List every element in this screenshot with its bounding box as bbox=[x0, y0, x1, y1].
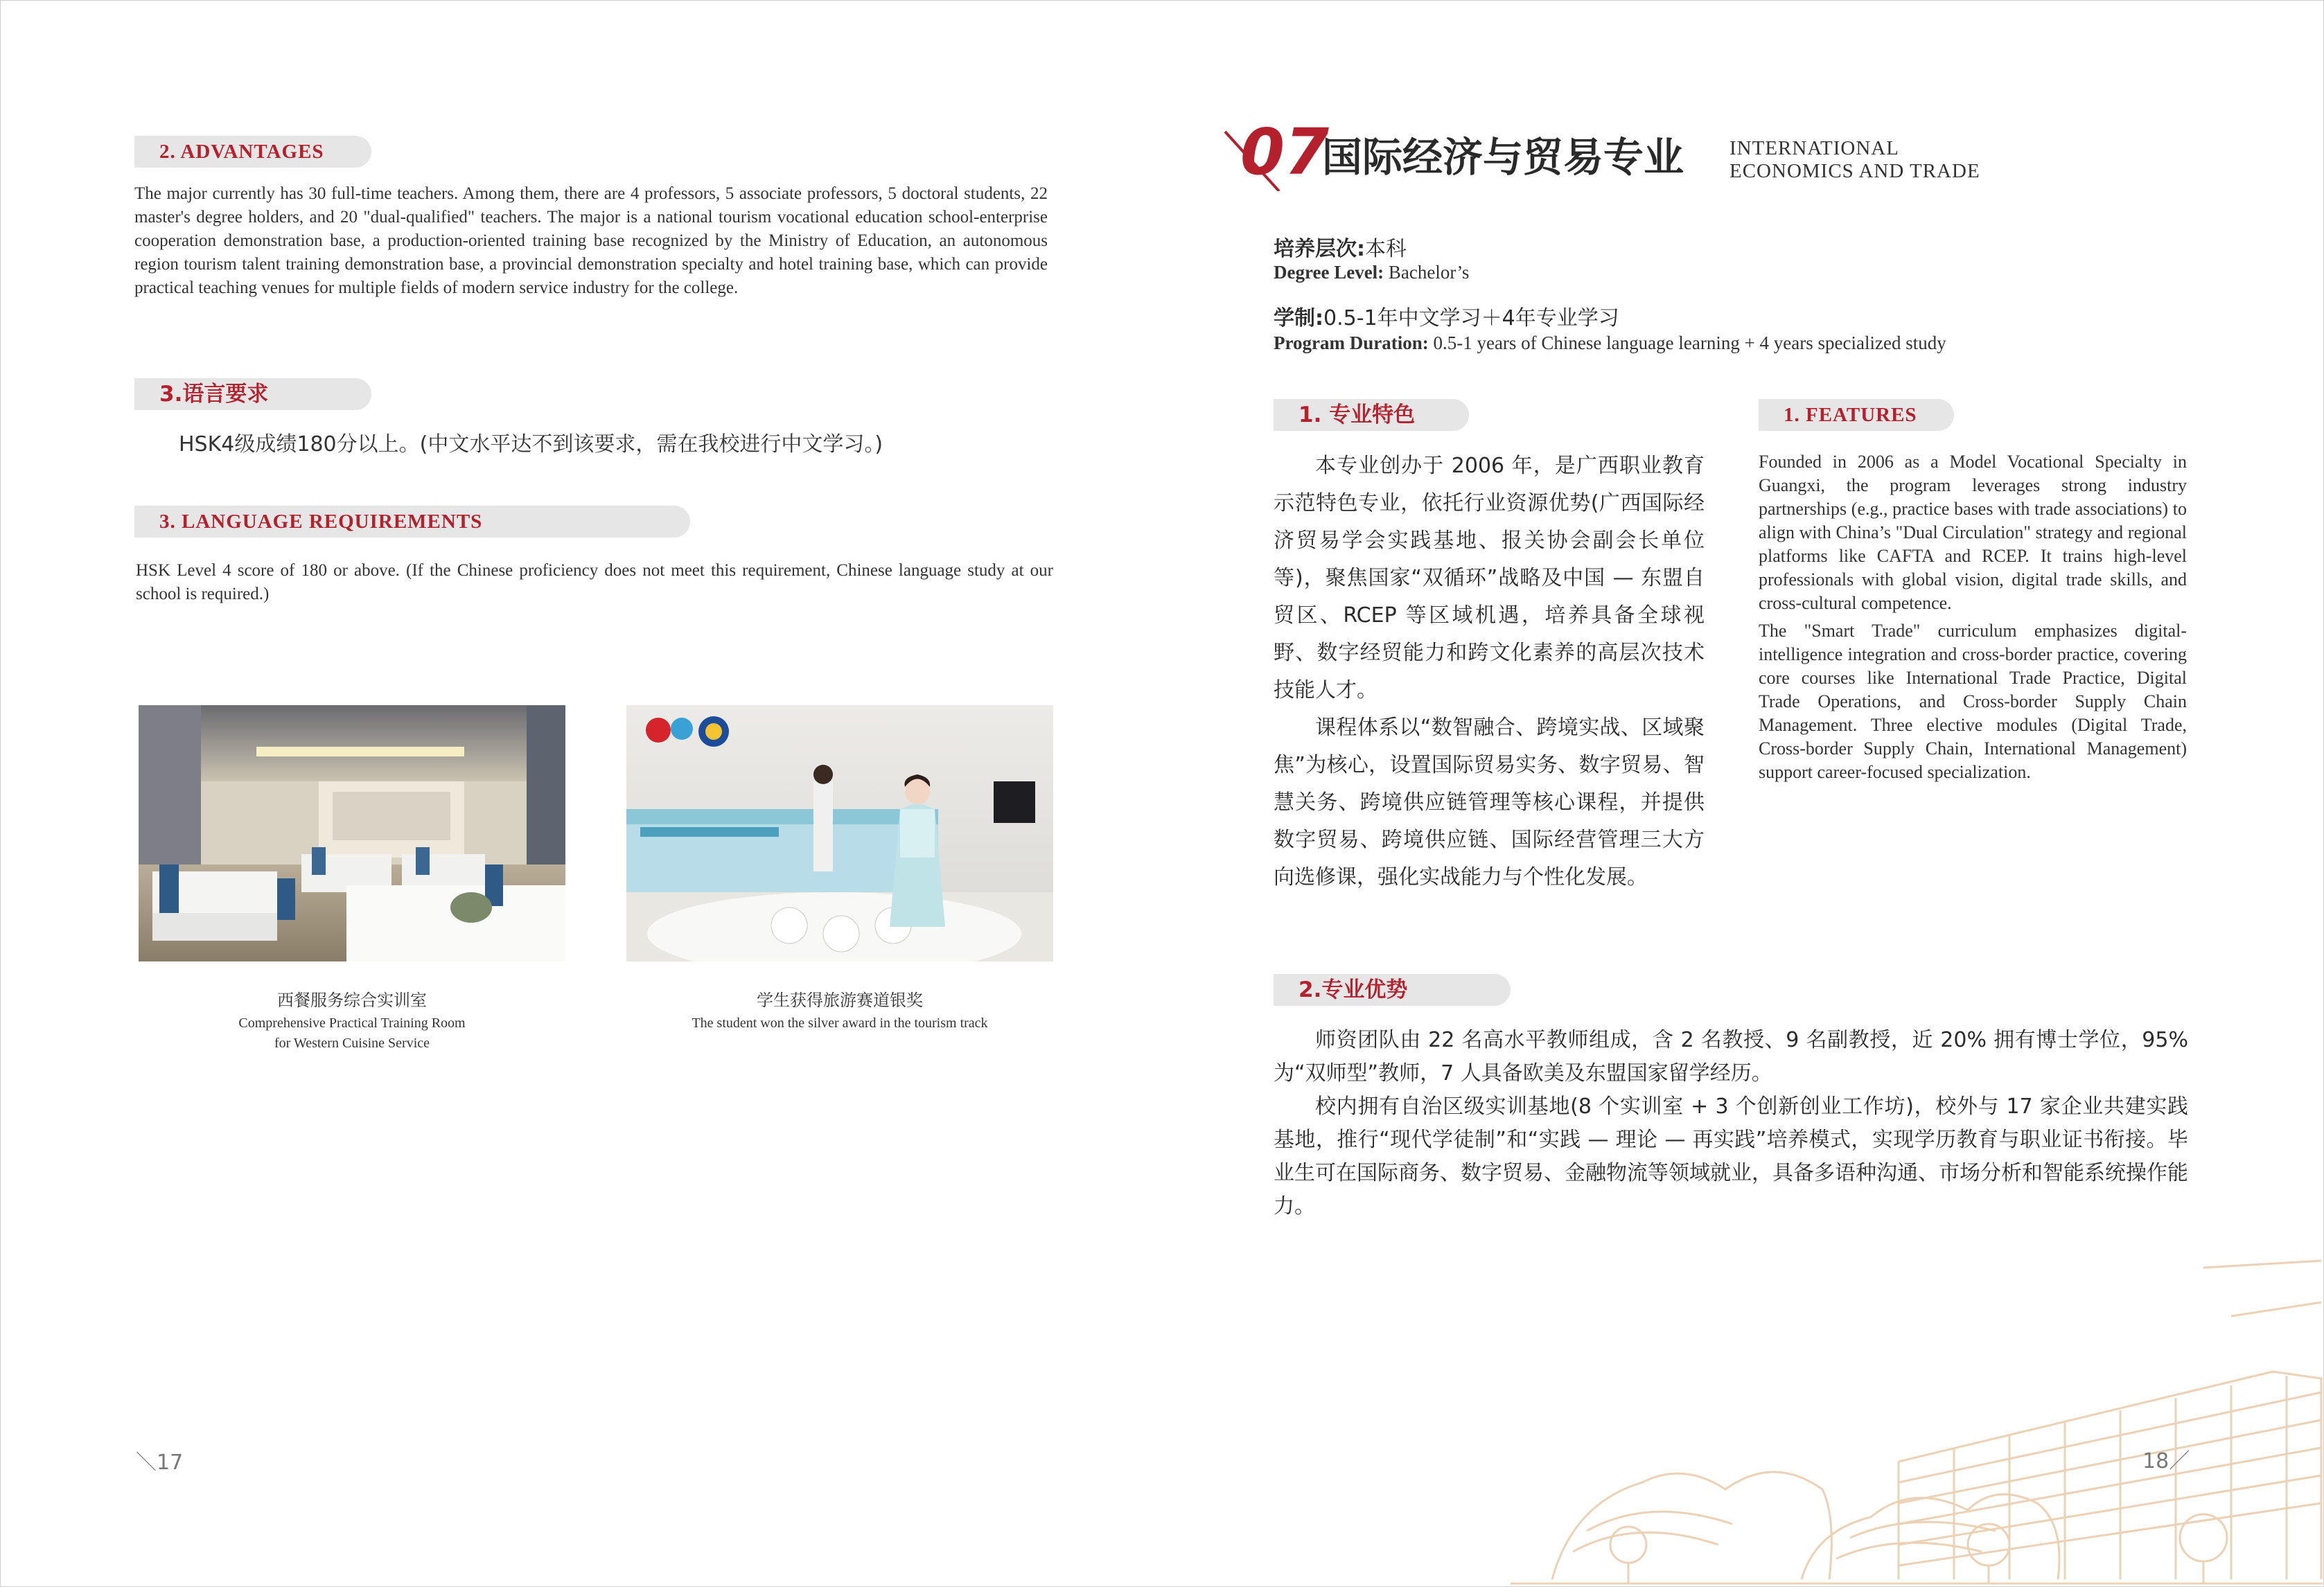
features-heading-cn: 1. 专业特色 bbox=[1274, 399, 1469, 431]
degree-label-en: Degree Level: bbox=[1274, 262, 1384, 283]
campus-illustration bbox=[1511, 1254, 2323, 1586]
degree-label-cn: 培养层次: bbox=[1274, 237, 1365, 261]
page-title-cn: 国际经济与贸易专业 bbox=[1322, 134, 1684, 181]
advantages-cn-paragraph-2: 校内拥有自治区级实训基地(8 个实训室 + 3 个创新创业工作坊)，校外与 17 家企业共建实践基地，推行“现代学徒制”和“实践 — 理论 — 再实践”培养模式，实现学历教育与职业证书衔接。毕业生可在国际商务、数字贸易、金融物流等领域就业，具备多语种沟通、市场分析和智能系统操作能力。 bbox=[1274, 1094, 2188, 1218]
features-heading-en: 1. FEATURES bbox=[1759, 399, 1954, 431]
duration-cn bbox=[1274, 301, 1619, 331]
photo1-caption-en-line1: Comprehensive Practical Training Room bbox=[238, 1016, 466, 1031]
features-cn-paragraph-2: 课程体系以“数智融合、跨境实战、区域聚焦”为核心，设置国际贸易实务、数字贸易、智慧关务、跨境供应链管理等核心课程，并提供数字贸易、跨境供应链、国际经营管理三大方向选修课，强化实战能力与个性化发展。 bbox=[1274, 716, 1705, 889]
page-number-right-value: 18 bbox=[2142, 1449, 2169, 1473]
advantages-cn-paragraph-1: 师资团队由 22 名高水平教师组成，含 2 名教授、9 名副教授，近 20% 拥有博士学位，95% 为“双师型”教师，7 人具备欧美及东盟国家留学经历。 bbox=[1274, 1028, 2188, 1085]
page-title-en-line1: INTERNATIONAL bbox=[1729, 137, 1899, 159]
award-photo bbox=[626, 705, 1053, 961]
language-body-en: HSK Level 4 score of 180 or above. (If the Chinese proficiency does not meet this requirement, Chinese language study at our school is required.) bbox=[136, 561, 1053, 603]
slash-mark: ／ bbox=[2169, 1449, 2190, 1473]
advantages-body-cn bbox=[1274, 1024, 2188, 1223]
program-number: 07 bbox=[1240, 115, 1330, 189]
photo2-caption-cn: 学生获得旅游赛道银奖 bbox=[757, 991, 923, 1010]
features-en-paragraph-1: Founded in 2006 as a Model Vocational Specialty in Guangxi, the program leverages strong industry partnerships (e.g., practice bases with trade associations) to align with China’s "Dual Circulation" strategy and regional platforms like CAFTA and RCEP. It trains high-level professionals with global vision, digital trade skills, and cross-cultural competence. bbox=[1759, 452, 2187, 613]
degree-en bbox=[1274, 262, 1469, 283]
features-body-cn bbox=[1274, 447, 1705, 896]
training-room-photo bbox=[139, 705, 565, 961]
photo2-caption-en: The student won the silver award in the tourism track bbox=[692, 1016, 988, 1031]
slash-mark: ＼ bbox=[136, 1451, 157, 1475]
photo1-caption-en-line2: for Western Cuisine Service bbox=[274, 1036, 430, 1051]
advantages-heading: 2. ADVANTAGES bbox=[134, 136, 371, 168]
duration-value-en: 0.5-1 years of Chinese language learning + 4 years specialized study bbox=[1433, 333, 1946, 353]
advantages-body: The major currently has 30 full-time teachers. Among them, there are 4 professors, 5 associate professors, 5 doctoral students, 22 master's degree holders, and 20 "dual-qualified" teachers. The major is a national tourism vocational education school-enterprise cooperation demonstration base, a production-oriented training base recognized by the Ministry of Education, an autonomous region tourism talent training demonstration base, a provincial demonstration specialty and hotel training base, which can provide practical teaching venues for multiple fields of modern service industry for the college. bbox=[134, 184, 1048, 297]
program-number-badge bbox=[1222, 115, 1330, 191]
features-cn-paragraph-1: 本专业创办于 2006 年，是广西职业教育示范特色专业，依托行业资源优势(广西国际经济贸易学会实践基地、报关协会副会长单位等)，聚焦国家“双循环”战略及中国 — 东盟自贸区、RCEP 等区域机遇，培养具备全球视野、数字经贸能力和跨文化素养的高层次技术技能人才。 bbox=[1274, 454, 1705, 702]
language-body-cn: HSK4级成绩180分以上。(中文水平达不到该要求，需在我校进行中文学习。) bbox=[179, 432, 883, 456]
language-heading-cn: 3.语言要求 bbox=[134, 378, 371, 410]
page-number-left bbox=[136, 1445, 183, 1475]
page-number-left-value: 17 bbox=[157, 1451, 184, 1475]
duration-label-en: Program Duration: bbox=[1274, 333, 1429, 353]
features-en-paragraph-2: The "Smart Trade" curriculum emphasizes digital-intelligence integration and cross-border practice, covering core courses like International Trade Practice, Digital Trade Operations, and Cross-border Supply Chain Management. Three elective modules (Digital Trade, Cross-border Supply Chain, International Management) support career-focused specialization. bbox=[1759, 621, 2187, 782]
duration-value-cn: 0.5-1年中文学习＋4年专业学习 bbox=[1323, 306, 1619, 330]
duration-en bbox=[1274, 333, 1946, 354]
degree-value-en: Bachelor’s bbox=[1388, 262, 1470, 283]
degree-value-cn: 本科 bbox=[1365, 237, 1407, 261]
photo1-caption-cn: 西餐服务综合实训室 bbox=[277, 991, 427, 1010]
advantages-heading-cn: 2.专业优势 bbox=[1274, 974, 1511, 1006]
page-title-en-line2: ECONOMICS AND TRADE bbox=[1729, 160, 1980, 182]
features-body-en bbox=[1759, 450, 2187, 784]
photo1-caption-en bbox=[139, 1013, 565, 1054]
degree-cn bbox=[1274, 231, 1407, 262]
language-heading-en: 3. LANGUAGE REQUIREMENTS bbox=[134, 506, 690, 538]
page-title-en bbox=[1729, 137, 1980, 183]
page-number-right bbox=[2142, 1444, 2190, 1474]
duration-label-cn: 学制: bbox=[1274, 306, 1323, 330]
